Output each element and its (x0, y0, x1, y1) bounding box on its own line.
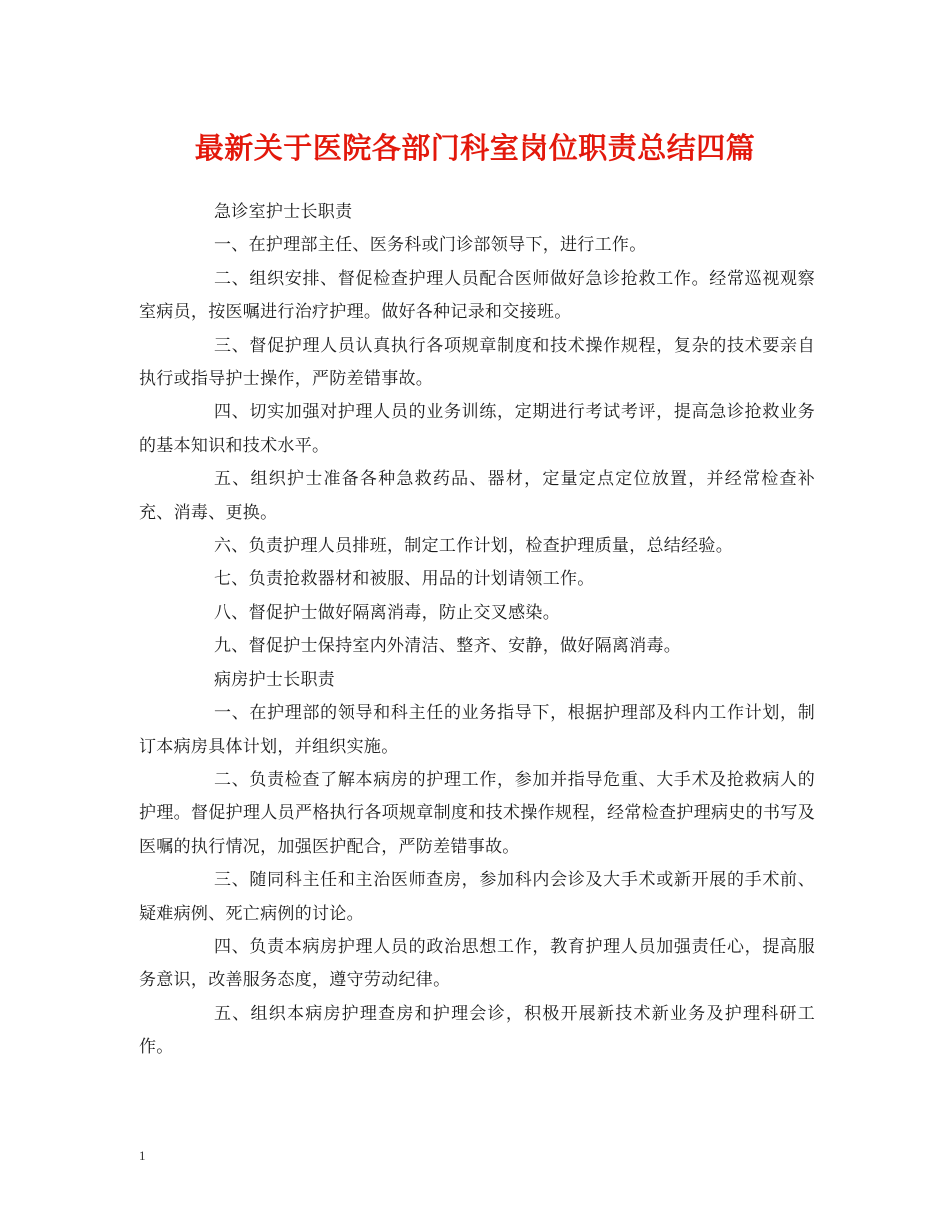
paragraph: 九、督促护士保持室内外清洁、整齐、安静，做好隔离消毒。 (214, 636, 682, 657)
paragraph: 二、负责检查了解本病房的护理工作，参加并指导危重、大手术及抢救病人的护理。督促护理人员严格执行各项规章制度和技术操作规程，经常检查护理病史的书写及医嘱的执行情况，加强医护配合，严防差错事故。 (139, 769, 815, 857)
paragraph: 七、负责抢救器材和被服、用品的计划请领工作。 (214, 569, 595, 590)
paragraph: 三、随同科主任和主治医师查房，参加科内会诊及大手术或新开展的手术前、疑难病例、死亡病例的讨论。 (139, 870, 815, 924)
paragraph: 一、在护理部主任、医务科或门诊部领导下，进行工作。 (214, 235, 647, 256)
paragraph: 八、督促护士做好隔离消毒，防止交叉感染。 (214, 602, 560, 623)
section-heading-emergency: 急诊室护士长职责 (214, 202, 353, 222)
document-body (139, 196, 815, 1065)
page-number: 1 (139, 1148, 146, 1163)
paragraph: 一、在护理部的领导和科主任的业务指导下，根据护理部及科内工作计划，制订本病房具体计划，并组织实施。 (139, 703, 815, 757)
paragraph: 二、组织安排、督促检查护理人员配合医师做好急诊抢救工作。经常巡视观察室病员，按医嘱进行治疗护理。做好各种记录和交接班。 (139, 268, 815, 323)
paragraph: 三、督促护理人员认真执行各项规章制度和技术操作规程，复杂的技术要亲自执行或指导护士操作，严防差错事故。 (139, 335, 815, 390)
paragraph: 六、负责护理人员排班，制定工作计划，检查护理质量，总结经验。 (214, 536, 733, 557)
paragraph: 五、组织本病房护理查房和护理会诊，积极开展新技术新业务及护理科研工作。 (139, 1003, 815, 1058)
section-heading-ward: 病房护士长职责 (214, 669, 336, 690)
paragraph: 四、切实加强对护理人员的业务训练，定期进行考试考评，提高急诊抢救业务的基本知识和技术水平。 (139, 402, 815, 456)
document-title: 最新关于医院各部门科室岗位职责总结四篇 (194, 131, 756, 165)
paragraph: 四、负责本病房护理人员的政治思想工作，教育护理人员加强责任心，提高服务意识，改善服务态度，遵守劳动纪律。 (139, 936, 815, 991)
paragraph: 五、组织护士准备各种急救药品、器材，定量定点定位放置，并经常检查补充、消毒、更换。 (139, 469, 815, 523)
